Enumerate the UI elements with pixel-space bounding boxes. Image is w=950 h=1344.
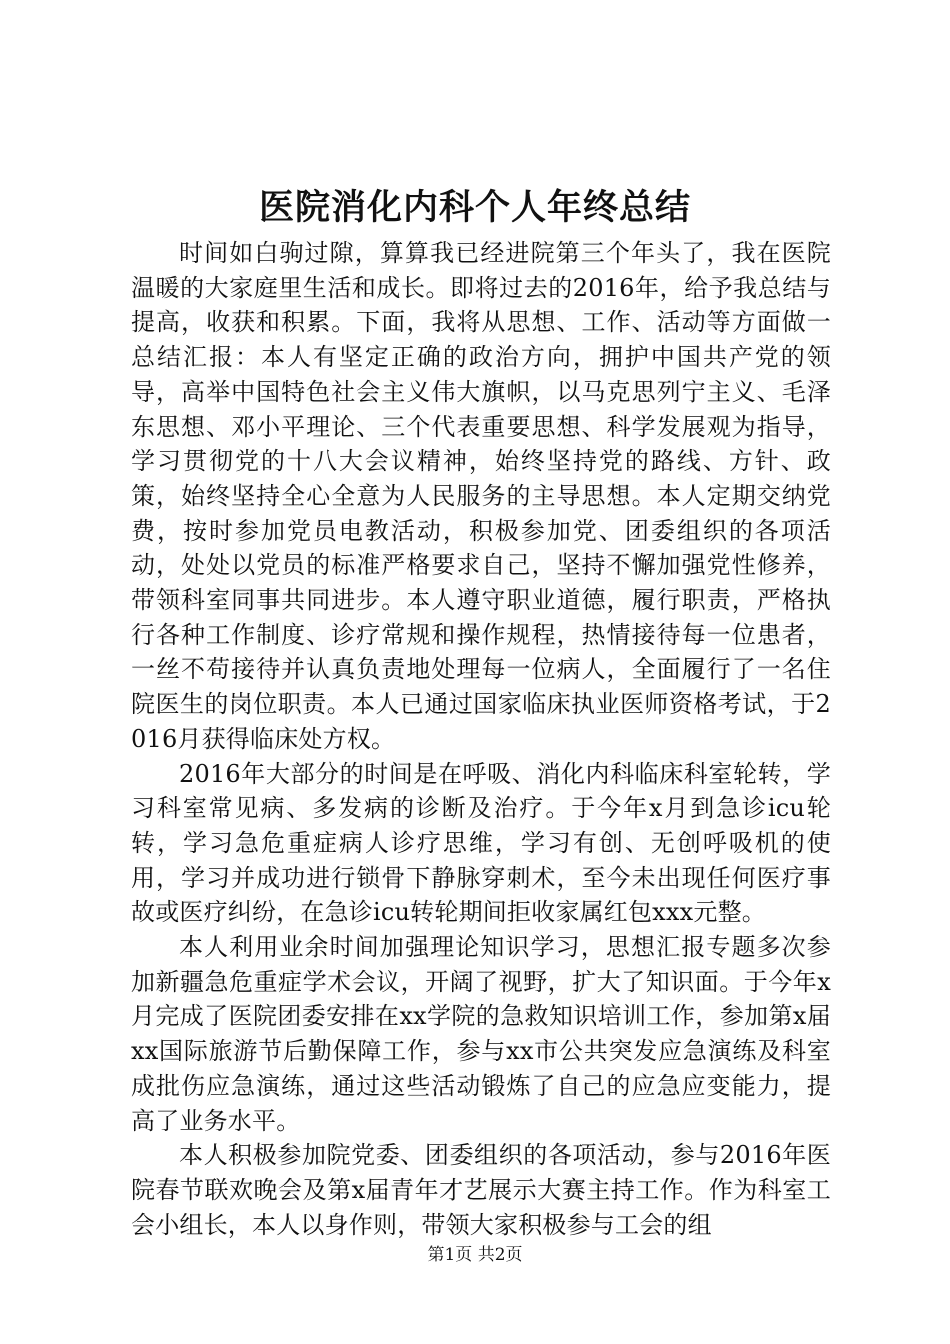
document-body	[131, 236, 831, 1242]
paragraph-4: 本人积极参加院党委、团委组织的各项活动，参与2016年医院春节联欢晚会及第x届青年才艺展示大赛主持工作。作为科室工会小组长，本人以身作则，带领大家积极参与工会的组	[131, 1141, 831, 1239]
paragraph-2: 2016年大部分的时间是在呼吸、消化内科临床科室轮转，学习科室常见病、多发病的诊断及治疗。于今年x月到急诊icu轮转，学习急危重症病人诊疗思维，学习有创、无创呼吸机的使用，学习并成功进行锁骨下静脉穿刺术，至今未出现任何医疗事故或医疗纠纷，在急诊icu转轮期间拒收家属红包xxx元整。	[131, 759, 831, 927]
document-title: 医院消化内科个人年终总结	[258, 187, 691, 228]
paragraph-1: 时间如白驹过隙，算算我已经进院第三个年头了，我在医院温暖的大家庭里生活和成长。即将过去的2016年，给予我总结与提高，收获和积累。下面，我将从思想、工作、活动等方面做一总结汇报：本人有坚定正确的政治方向，拥护中国共产党的领导，高举中国特色社会主义伟大旗帜，以马克思列宁主义、毛泽东思想、邓小平理论、三个代表重要思想、科学发展观为指导，学习贯彻党的十八大会议精神，始终坚持党的路线、方针、政策，始终坚持全心全意为人民服务的主导思想。本人定期交纳党费，按时参加党员电教活动，积极参加党、团委组织的各项活动，处处以党员的标准严格要求自己，坚持不懈加强党性修养，带领科室同事共同进步。本人遵守职业道德，履行职责，严格执行各种工作制度、诊疗常规和操作规程，热情接待每一位患者，一丝不苟接待并认真负责地处理每一位病人，全面履行了一名住院医生的岗位职责。本人已通过国家临床执业医师资格考试，于2016月获得临床处方权。	[131, 239, 831, 753]
paragraph-3: 本人利用业余时间加强理论知识学习，思想汇报专题多次参加新疆急危重症学术会议，开阔了视野，扩大了知识面。于今年x月完成了医院团委安排在xx学院的急救知识培训工作，参加第x届xx国际旅游节后勤保障工作，参与xx市公共突发应急演练及科室成批伤应急演练，通过这些活动锻炼了自己的应急应变能力，提高了业务水平。	[131, 933, 831, 1135]
page-number-footer: 第1页 共2页	[427, 1245, 523, 1265]
